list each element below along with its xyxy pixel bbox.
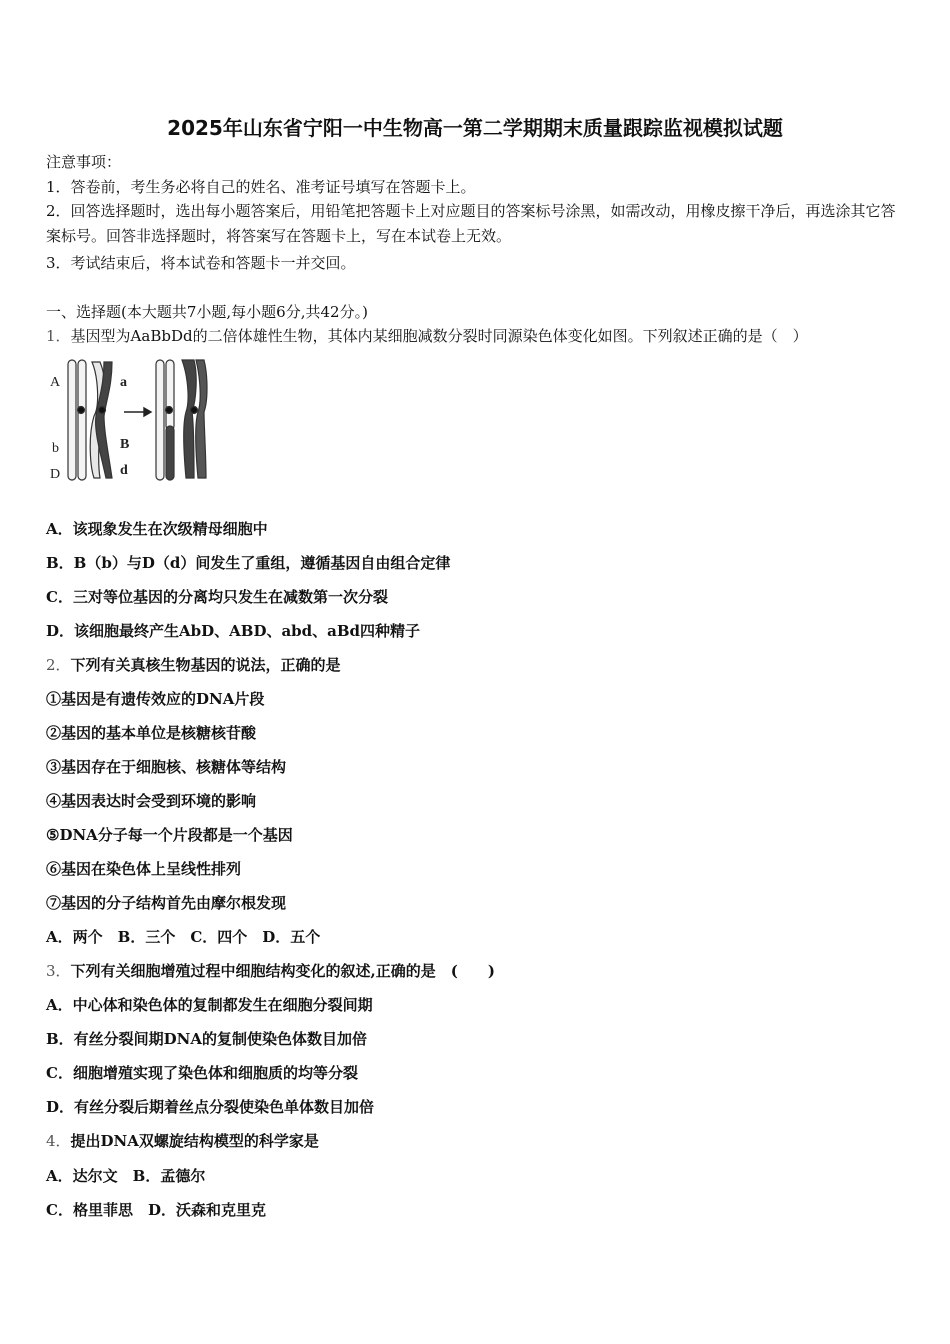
chromatid-dark-2	[182, 360, 196, 478]
label-b: b	[52, 441, 59, 456]
question-text: 基因型为AaBbDd的二倍体雄性生物，其体内某细胞减数分裂时同源染色体变化如图。下列叙述正确的是（ ）	[70, 327, 808, 345]
q1-option-d: D．该细胞最终产生AbD、ABD、abd、aBd四种精子	[46, 622, 421, 640]
notice-item-2: 2．回答选择题时，选出每小题答案后，用铅笔把答题卡上对应题目的答案标号涂黑，如需改动，用橡皮擦干净后，再选涂其它答案标号。回答非选择题时，将答案写在答题卡上，写在本试卷上无效。	[46, 202, 896, 245]
question-text: 下列有关细胞增殖过程中细胞结构变化的叙述,正确的是 ( )	[70, 962, 495, 980]
label-a: a	[120, 375, 127, 390]
centromere-2	[99, 407, 106, 414]
chromatid-dark-3	[196, 360, 207, 478]
question-number: 1．	[46, 327, 71, 345]
q3-option-c: C．细胞增殖实现了染色体和细胞质的均等分裂	[46, 1064, 358, 1082]
question-number: 4．	[46, 1132, 71, 1150]
chromatid-light-3	[156, 360, 164, 480]
centromere-1	[78, 407, 85, 414]
label-D: D	[50, 467, 61, 482]
chromatid-light-2	[78, 360, 86, 480]
centromere-3	[166, 407, 173, 414]
arrow-head	[144, 408, 151, 416]
q1-option-a: A．该现象发生在次级精母细胞中	[46, 520, 268, 538]
q1-option-c: C．三对等位基因的分离均只发生在减数第一次分裂	[46, 588, 388, 606]
q2-statement-1: ①基因是有遗传效应的DNA片段	[46, 690, 265, 708]
question-4-stem	[46, 1131, 319, 1151]
q2-statement-3: ③基因存在于细胞核、核糖体等结构	[46, 758, 287, 776]
q2-statement-4: ④基因表达时会受到环境的影响	[46, 792, 257, 810]
q2-statement-2: ②基因的基本单位是核糖核苷酸	[46, 724, 257, 742]
page-title: 2025年山东省宁阳一中生物高一第二学期期末质量跟踪监视模拟试题	[167, 116, 783, 140]
label-A: A	[50, 375, 61, 390]
q2-statement-6: ⑥基因在染色体上呈线性排列	[46, 860, 242, 878]
question-number: 2．	[46, 656, 71, 674]
label-d: d	[120, 463, 128, 478]
question-text: 下列有关真核生物基因的说法，正确的是	[70, 656, 341, 674]
q4-options-row-1: A．达尔文 B．孟德尔	[46, 1167, 206, 1185]
question-3-stem	[46, 961, 495, 981]
chromatid-light-1	[68, 360, 76, 480]
question-text: 提出DNA双螺旋结构模型的科学家是	[70, 1132, 319, 1150]
q4-options-row-2: C．格里菲思 D．沃森和克里克	[46, 1201, 266, 1219]
q2-options: A．两个 B．三个 C．四个 D．五个	[46, 928, 321, 946]
q3-option-a: A．中心体和染色体的复制都发生在细胞分裂间期	[46, 996, 373, 1014]
chromatid-light-4-top	[166, 360, 174, 430]
chromatid-recombined-bottom	[166, 426, 174, 480]
section-heading: 一、选择题(本大题共7小题,每小题6分,共42分。)	[46, 303, 368, 321]
question-number: 3．	[46, 962, 71, 980]
q3-option-d: D．有丝分裂后期着丝点分裂使染色单体数目加倍	[46, 1098, 375, 1116]
question-2-stem	[46, 655, 341, 675]
q3-option-b: B．有丝分裂间期DNA的复制使染色体数目加倍	[46, 1030, 368, 1048]
question-1-stem	[46, 326, 808, 346]
centromere-4	[191, 407, 198, 414]
q2-statement-7: ⑦基因的分子结构首先由摩尔根发现	[46, 894, 287, 912]
q2-statement-5: ⑤DNA分子每一个片段都是一个基因	[46, 826, 293, 844]
q1-option-b: B．B（b）与D（d）间发生了重组，遵循基因自由组合定律	[46, 554, 451, 572]
notice-item-3: 3．考试结束后，将本试卷和答题卡一并交回。	[46, 254, 356, 272]
label-B: B	[120, 437, 130, 452]
notice-heading: 注意事项：	[46, 153, 122, 171]
notice-item-1: 1．答卷前，考生务必将自己的姓名、准考证号填写在答题卡上。	[46, 178, 476, 196]
chromosome-crossover-figure	[48, 356, 218, 484]
